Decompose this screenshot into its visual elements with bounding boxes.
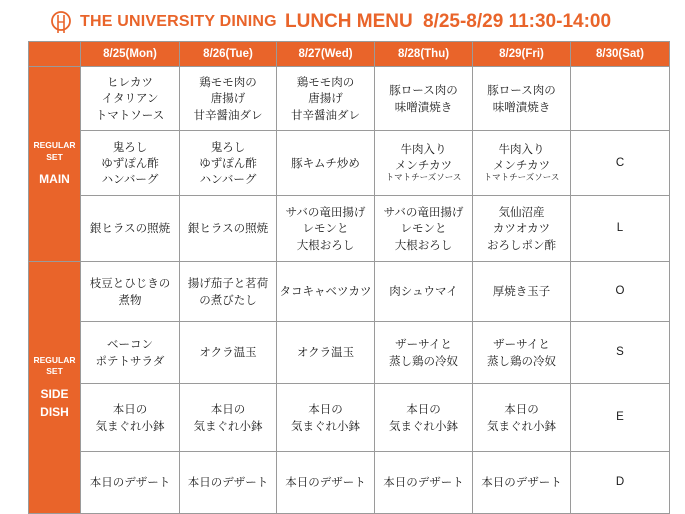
dish-name-line: 唐揚げ bbox=[210, 91, 246, 106]
saturday-closed-letter: D bbox=[571, 452, 670, 514]
saturday-closed-letter bbox=[571, 67, 670, 131]
dish-cell bbox=[81, 322, 180, 384]
dish-cell bbox=[277, 131, 375, 196]
dish-name-line: 大根おろし bbox=[394, 237, 453, 252]
dish-name-line: おろしポン酢 bbox=[487, 237, 556, 252]
dish-name-line: の煮びたし bbox=[199, 292, 257, 307]
dish-name-line: 豚ロース肉の bbox=[389, 83, 458, 98]
dish-name-line: オクラ温玉 bbox=[296, 345, 355, 360]
day-header: 8/29(Fri) bbox=[473, 42, 571, 67]
dish-name-line: ザーサイと bbox=[493, 337, 550, 352]
dish-name-line: 銀ヒラスの照焼 bbox=[89, 221, 171, 236]
day-header: 8/30(Sat) bbox=[571, 42, 670, 67]
section-title: MAIN bbox=[39, 172, 70, 187]
dish-name-line: 揚げ茄子と茗荷 bbox=[187, 276, 269, 291]
section-title: DISH bbox=[40, 404, 69, 419]
dish-name-line: 本日のデザート bbox=[89, 475, 171, 490]
dish-name-line: 鶏モモ肉の bbox=[199, 75, 257, 90]
saturday-closed-letter: S bbox=[571, 322, 670, 384]
section-label-line: REGULAR bbox=[33, 140, 76, 151]
menu-row bbox=[29, 322, 670, 384]
section-label-side-dish bbox=[29, 262, 81, 514]
dish-name-line: レモンと bbox=[302, 221, 349, 236]
dish-name-line: 本日の bbox=[112, 402, 148, 417]
dish-cell bbox=[180, 322, 277, 384]
dish-name-line: レモンと bbox=[400, 221, 447, 236]
dish-cell bbox=[277, 196, 375, 262]
menu-row bbox=[29, 131, 670, 196]
dish-cell bbox=[81, 452, 180, 514]
dish-name-line: 味噌漬焼き bbox=[394, 99, 453, 114]
dish-name-line: サバの竜田揚げ bbox=[285, 205, 366, 220]
dish-cell bbox=[277, 67, 375, 131]
section-label-line: REGULAR bbox=[33, 354, 76, 365]
brand-name: THE UNIVERSITY DINING bbox=[80, 13, 277, 30]
dish-name-line: 本日の bbox=[406, 402, 441, 417]
dish-name-line: 本日の bbox=[210, 402, 246, 417]
dish-cell bbox=[277, 452, 375, 514]
dish-name-line: 豚キムチ炒め bbox=[291, 155, 360, 170]
saturday-closed-letter: O bbox=[571, 262, 670, 322]
section-label-line: SET bbox=[46, 151, 63, 162]
dish-name-line: 煮物 bbox=[118, 292, 142, 307]
dish-name-line: 蒸し鶏の冷奴 bbox=[389, 353, 458, 368]
dish-name-line: イタリアン bbox=[101, 91, 159, 106]
section-title: SIDE bbox=[40, 386, 69, 401]
dish-sauce-note: トマトチーズソース bbox=[385, 173, 462, 184]
dish-cell bbox=[473, 322, 571, 384]
dish-name-line: 気仙沼産 bbox=[498, 205, 545, 220]
dish-cell bbox=[375, 322, 473, 384]
dish-name-line: 本日のデザート bbox=[285, 475, 366, 490]
lunch-menu-table bbox=[28, 41, 670, 514]
dish-cell bbox=[473, 67, 571, 131]
saturday-closed-letter: C bbox=[571, 131, 670, 196]
dish-name-line: 蒸し鶏の冷奴 bbox=[487, 353, 556, 368]
menu-row bbox=[29, 452, 670, 514]
dish-name-line: ザーサイと bbox=[395, 337, 452, 352]
menu-row bbox=[29, 196, 670, 262]
dish-cell bbox=[375, 196, 473, 262]
dish-cell bbox=[180, 131, 277, 196]
dish-name-line: 唐揚げ bbox=[308, 91, 343, 106]
dish-name-line: 気まぐれ小鉢 bbox=[291, 418, 360, 433]
dish-name-line: 鬼ろし bbox=[210, 139, 246, 154]
dish-name-line: 本日のデザート bbox=[481, 475, 562, 490]
dish-cell bbox=[81, 67, 180, 131]
header-corner-cell bbox=[29, 42, 81, 67]
dish-name-line: ヒレカツ bbox=[107, 75, 153, 90]
dish-cell bbox=[81, 131, 180, 196]
day-header-row bbox=[29, 42, 670, 67]
dish-name-line: 枝豆とひじきの bbox=[89, 276, 171, 291]
dish-cell bbox=[375, 262, 473, 322]
dish-name-line: オクラ温玉 bbox=[199, 345, 257, 360]
saturday-closed-letter: E bbox=[571, 384, 670, 452]
dish-cell bbox=[473, 262, 571, 322]
dish-name-line: ハンバーグ bbox=[101, 172, 159, 187]
dish-name-line: 本日のデザート bbox=[383, 475, 464, 490]
dish-name-line: 本日のデザート bbox=[187, 475, 269, 490]
dish-name-line: 本日の bbox=[308, 402, 343, 417]
section-label-main bbox=[29, 67, 81, 262]
dish-name-line: 鶏モモ肉の bbox=[296, 75, 355, 90]
menu-row bbox=[29, 384, 670, 452]
dish-cell bbox=[473, 196, 571, 262]
dish-cell bbox=[180, 452, 277, 514]
dish-name-line: メンチカツ bbox=[394, 158, 453, 173]
dish-name-line: カツオカツ bbox=[492, 221, 551, 236]
dish-cell bbox=[473, 131, 571, 196]
dish-cell bbox=[375, 384, 473, 452]
dish-name-line: 気まぐれ小鉢 bbox=[95, 418, 165, 433]
section-label-line: SET bbox=[46, 366, 63, 377]
dish-cell bbox=[81, 262, 180, 322]
dish-cell bbox=[375, 131, 473, 196]
menu-date-time: 8/25-8/29 11:30-14:00 bbox=[423, 11, 612, 32]
dish-name-line: 豚ロース肉の bbox=[487, 83, 556, 98]
dish-name-line: 甘辛醤油ダレ bbox=[291, 107, 360, 122]
dish-cell bbox=[81, 384, 180, 452]
dish-name-line: 鬼ろし bbox=[112, 139, 148, 154]
dish-name-line: ゆずぽん酢 bbox=[199, 155, 257, 170]
dish-name-line: ポテトサラダ bbox=[95, 353, 165, 368]
dish-name-line: ハンバーグ bbox=[199, 172, 257, 187]
menu-row bbox=[29, 262, 670, 322]
dish-cell bbox=[473, 452, 571, 514]
dish-name-line: 気まぐれ小鉢 bbox=[389, 418, 458, 433]
university-dining-logo-icon bbox=[50, 10, 72, 34]
day-header: 8/25(Mon) bbox=[81, 42, 180, 67]
dish-cell bbox=[277, 384, 375, 452]
dish-name-line: 牛肉入り bbox=[498, 141, 545, 156]
dish-name-line: ゆずぽん酢 bbox=[101, 155, 159, 170]
dish-name-line: ベーコン bbox=[107, 337, 153, 352]
dish-sauce-note: トマトチーズソース bbox=[483, 173, 560, 184]
menu-header bbox=[0, 0, 685, 42]
dish-cell bbox=[180, 262, 277, 322]
day-header: 8/28(Thu) bbox=[375, 42, 473, 67]
dish-name-line: トマトソース bbox=[95, 107, 165, 122]
dish-name-line: タコキャベツカツ bbox=[279, 284, 372, 299]
menu-row bbox=[29, 67, 670, 131]
dish-name-line: 気まぐれ小鉢 bbox=[193, 418, 263, 433]
dish-name-line: 味噌漬焼き bbox=[492, 99, 551, 114]
dish-name-line: 牛肉入り bbox=[400, 141, 447, 156]
day-header: 8/26(Tue) bbox=[180, 42, 277, 67]
dish-cell bbox=[81, 196, 180, 262]
dish-name-line: サバの竜田揚げ bbox=[383, 205, 464, 220]
dish-name-line: 銀ヒラスの照焼 bbox=[187, 221, 269, 236]
saturday-closed-letter: L bbox=[571, 196, 670, 262]
menu-title: LUNCH MENU bbox=[285, 11, 413, 32]
dish-cell bbox=[180, 196, 277, 262]
dish-cell bbox=[473, 384, 571, 452]
dish-cell bbox=[180, 384, 277, 452]
dish-name-line: 肉シュウマイ bbox=[389, 284, 458, 299]
day-header: 8/27(Wed) bbox=[277, 42, 375, 67]
dish-name-line: 甘辛醤油ダレ bbox=[193, 107, 263, 122]
dish-name-line: 厚焼き玉子 bbox=[492, 284, 551, 299]
dish-cell bbox=[277, 322, 375, 384]
dish-name-line: 本日の bbox=[504, 402, 539, 417]
dish-cell bbox=[375, 452, 473, 514]
dish-name-line: 気まぐれ小鉢 bbox=[487, 418, 556, 433]
dish-cell bbox=[180, 67, 277, 131]
dish-name-line: 大根おろし bbox=[296, 237, 355, 252]
dish-cell bbox=[277, 262, 375, 322]
dish-name-line: メンチカツ bbox=[492, 158, 551, 173]
dish-cell bbox=[375, 67, 473, 131]
